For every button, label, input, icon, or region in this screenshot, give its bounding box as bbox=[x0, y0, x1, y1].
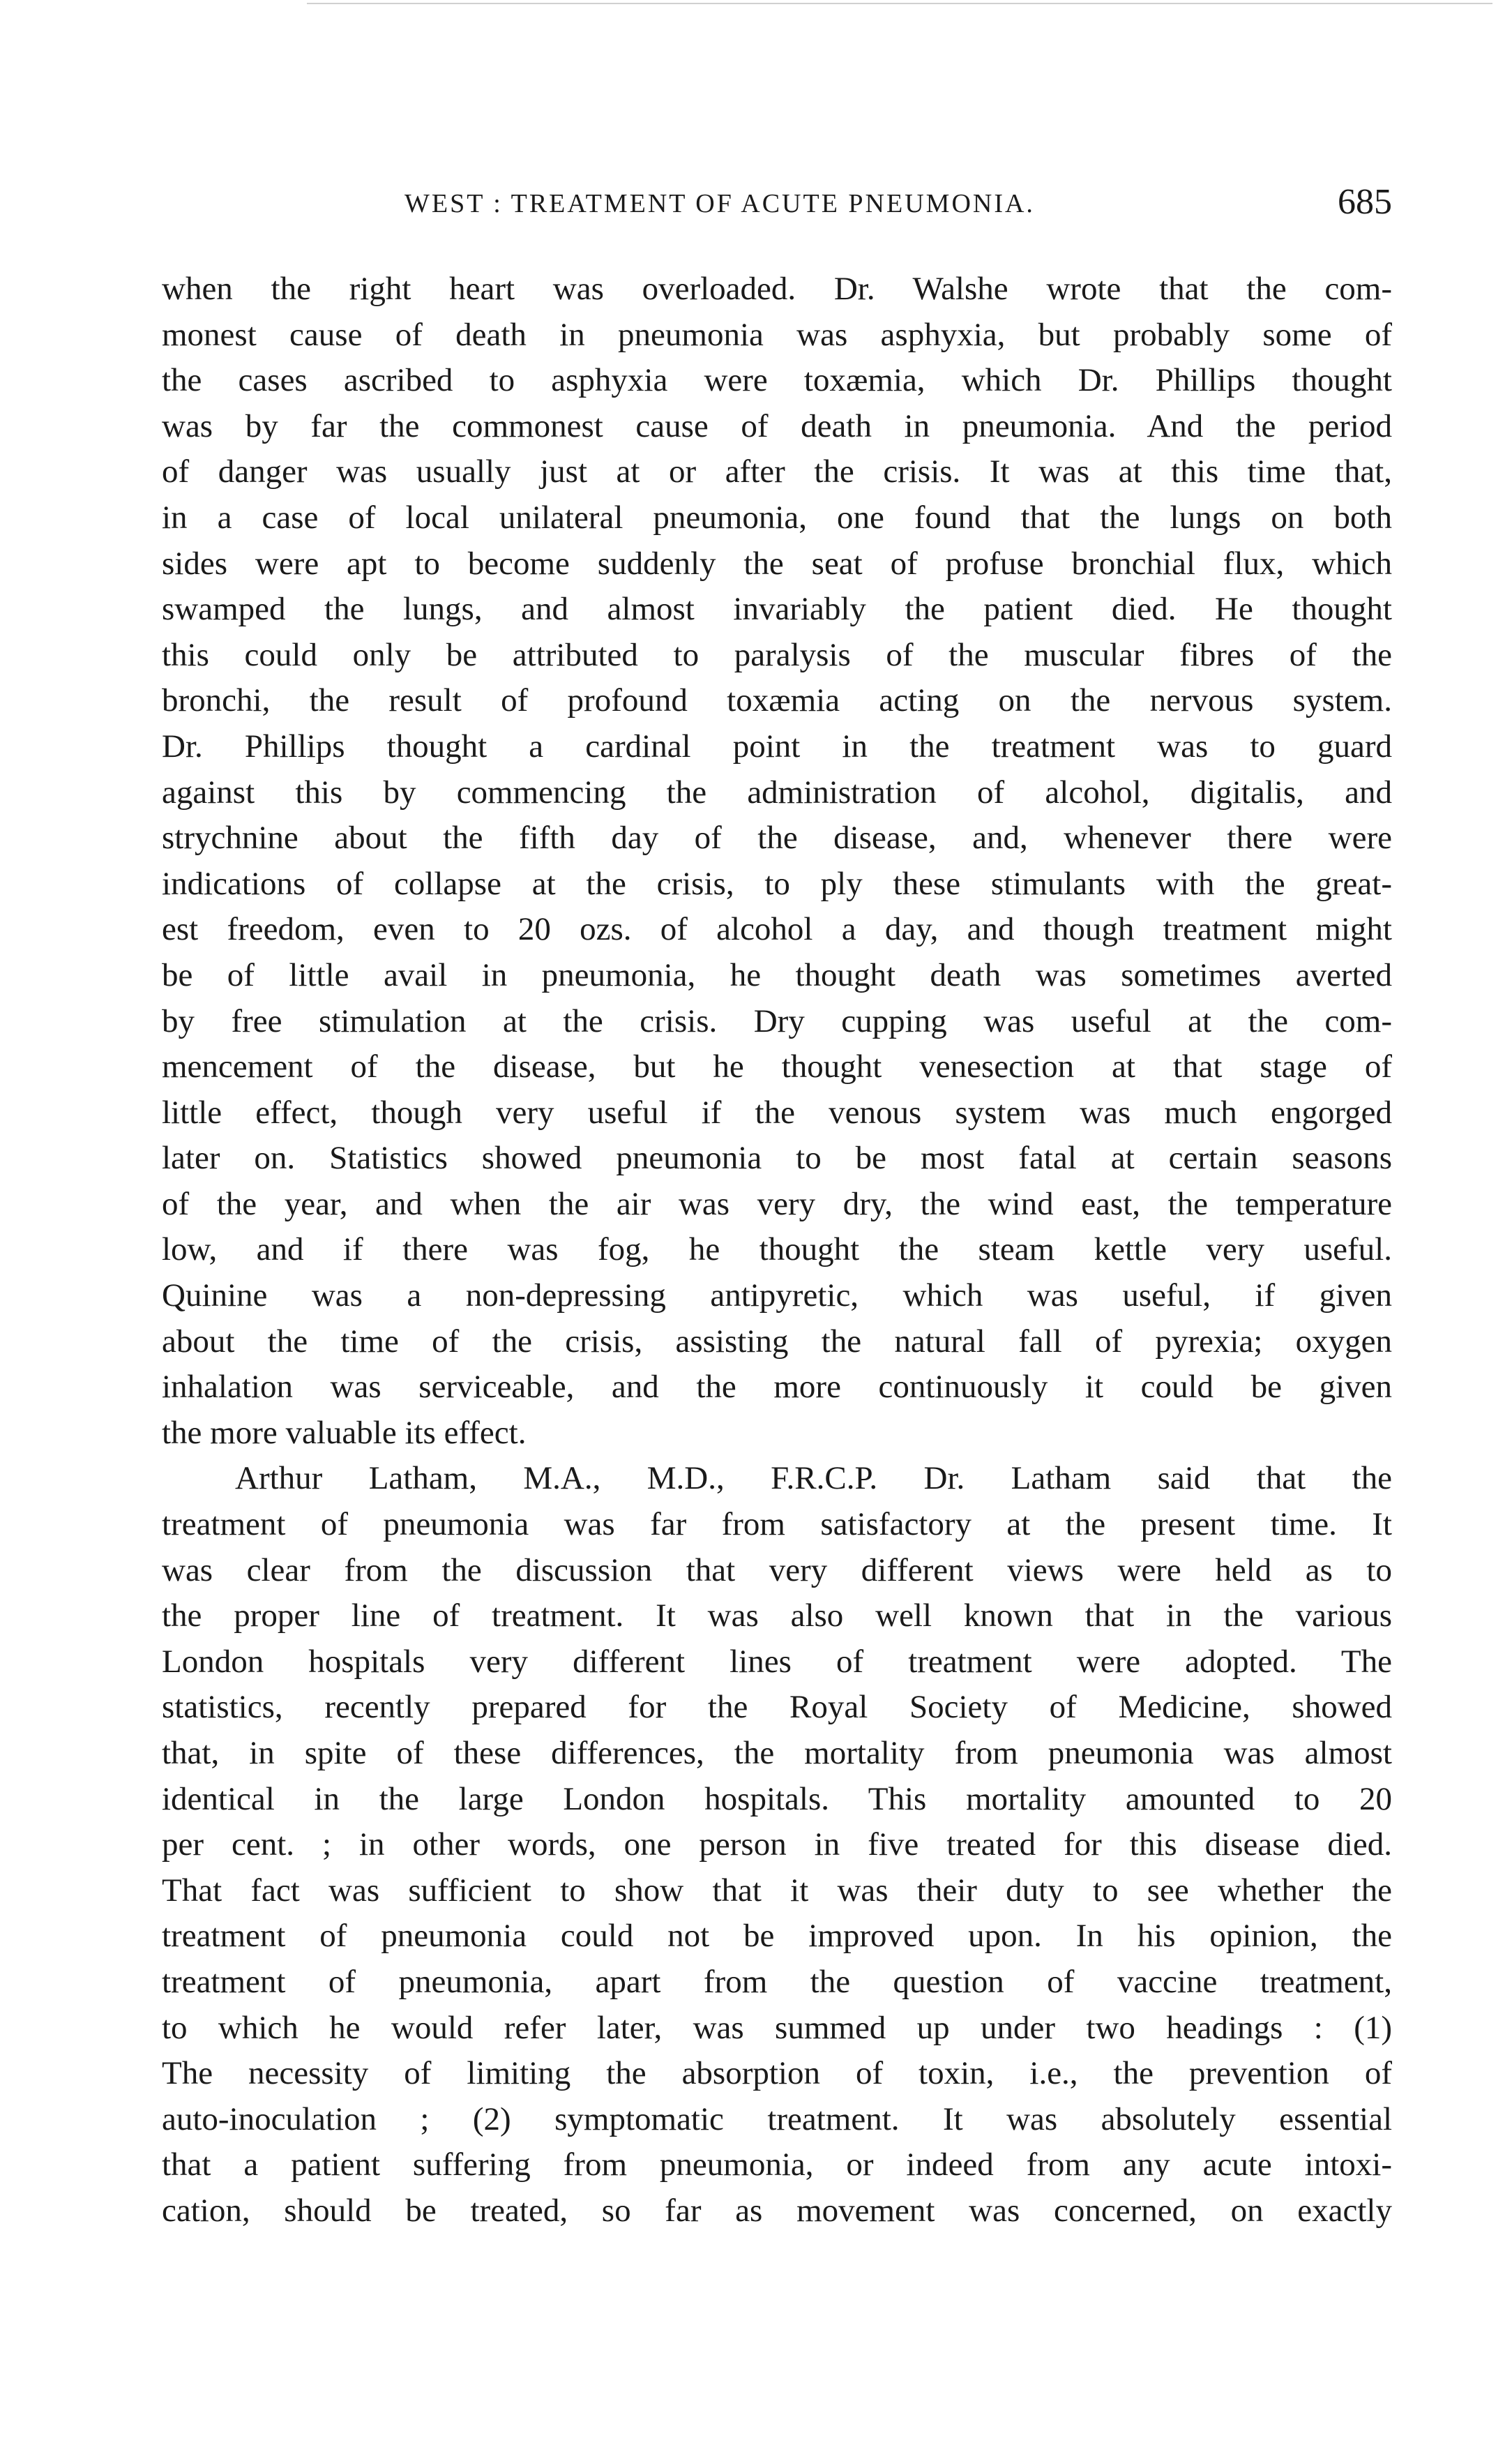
text-line: indications of collapse at the crisis, to ply these stimulants with the great- bbox=[162, 865, 1392, 902]
text-line: that, in spite of these differences, the mortality from pneumonia was almost bbox=[162, 1735, 1392, 1771]
text-line: the proper line of treatment. It was also well known that in the various bbox=[162, 1597, 1392, 1634]
text-line: That fact was sufficient to show that it was their duty to see whether the bbox=[162, 1872, 1392, 1909]
text-line: low, and if there was fog, he thought the steam kettle very useful. bbox=[162, 1231, 1392, 1268]
text-line: when the right heart was overloaded. Dr. Walshe wrote that the com- bbox=[162, 271, 1392, 307]
text-line: of the year, and when the air was very dry, the wind east, the temperature bbox=[162, 1185, 1392, 1222]
text-line: swamped the lungs, and almost invariably the patient died. He thought bbox=[162, 591, 1392, 628]
text-line: The necessity of limiting the absorption of toxin, i.e., the prevention of bbox=[162, 2055, 1392, 2092]
text-line: was by far the commonest cause of death in pneumonia. And the period bbox=[162, 407, 1392, 444]
running-head-title: WEST : TREATMENT OF ACUTE PNEUMONIA. bbox=[405, 189, 1035, 218]
text-line: in a case of local unilateral pneumonia, one found that the lungs on both bbox=[162, 499, 1392, 536]
text-line: statistics, recently prepared for the Royal Society of Medicine, showed bbox=[162, 1689, 1392, 1726]
running-head bbox=[162, 180, 1392, 229]
text-line: later on. Statistics showed pneumonia to be most fatal at certain seasons bbox=[162, 1140, 1392, 1177]
paragraph-end-line: the more valuable its effect. bbox=[162, 1414, 527, 1451]
text-line: Quinine was a non-depressing antipyretic, which was useful, if given bbox=[162, 1277, 1392, 1314]
text-line: was clear from the discussion that very different views were held as to bbox=[162, 1551, 1392, 1588]
text-line: Dr. Phillips thought a cardinal point in the treatment was to guard bbox=[162, 728, 1392, 765]
text-line: bronchi, the result of profound toxæmia acting on the nervous system. bbox=[162, 682, 1392, 719]
text-line: to which he would refer later, was summed up under two headings : (1) bbox=[162, 2009, 1392, 2046]
text-line: monest cause of death in pneumonia was asphyxia, but probably some of bbox=[162, 316, 1392, 353]
body-text bbox=[162, 266, 1392, 2234]
top-edge-rule bbox=[307, 3, 1492, 4]
text-line: mencement of the disease, but he thought venesection at that stage of bbox=[162, 1048, 1392, 1085]
paragraph-start-line: Arthur Latham, M.A., M.D., F.R.C.P. Dr. Latham said that the bbox=[235, 1460, 1392, 1497]
text-line: against this by commencing the administration of alcohol, digitalis, and bbox=[162, 774, 1392, 811]
text-line: inhalation was serviceable, and the more continuously it could be given bbox=[162, 1369, 1392, 1406]
text-line: treatment of pneumonia, apart from the question of vaccine treatment, bbox=[162, 1963, 1392, 2000]
text-line: by free stimulation at the crisis. Dry cupping was useful at the com- bbox=[162, 1002, 1392, 1039]
text-line: London hospitals very different lines of treatment were adopted. The bbox=[162, 1643, 1392, 1680]
text-line: little effect, though very useful if the venous system was much engorged bbox=[162, 1094, 1392, 1131]
text-line: strychnine about the fifth day of the disease, and, whenever there were bbox=[162, 820, 1392, 857]
text-line: sides were apt to become suddenly the seat of profuse bronchial flux, which bbox=[162, 545, 1392, 582]
text-line: of danger was usually just at or after the crisis. It was at this time that, bbox=[162, 453, 1392, 490]
text-line: about the time of the crisis, assisting the natural fall of pyrexia; oxygen bbox=[162, 1323, 1392, 1360]
page-number: 685 bbox=[1338, 182, 1392, 222]
text-line: be of little avail in pneumonia, he thought death was sometimes averted bbox=[162, 956, 1392, 993]
text-line: that a patient suffering from pneumonia, or indeed from any acute intoxi- bbox=[162, 2146, 1392, 2183]
text-line: this could only be attributed to paralysis of the muscular fibres of the bbox=[162, 636, 1392, 673]
text-line: auto-inoculation ; (2) symptomatic treatment. It was absolutely essential bbox=[162, 2100, 1392, 2137]
text-line: per cent. ; in other words, one person in five treated for this disease died. bbox=[162, 1826, 1392, 1863]
text-line: est freedom, even to 20 ozs. of alcohol a day, and though treatment might bbox=[162, 911, 1392, 948]
text-line: the cases ascribed to asphyxia were toxæmia, which Dr. Phillips thought bbox=[162, 362, 1392, 399]
text-line: treatment of pneumonia could not be improved upon. In his opinion, the bbox=[162, 1918, 1392, 1955]
text-line: treatment of pneumonia was far from satisfactory at the present time. It bbox=[162, 1506, 1392, 1543]
text-line: cation, should be treated, so far as movement was concerned, on exactly bbox=[162, 2192, 1392, 2229]
text-line: identical in the large London hospitals. This mortality amounted to 20 bbox=[162, 1780, 1392, 1817]
